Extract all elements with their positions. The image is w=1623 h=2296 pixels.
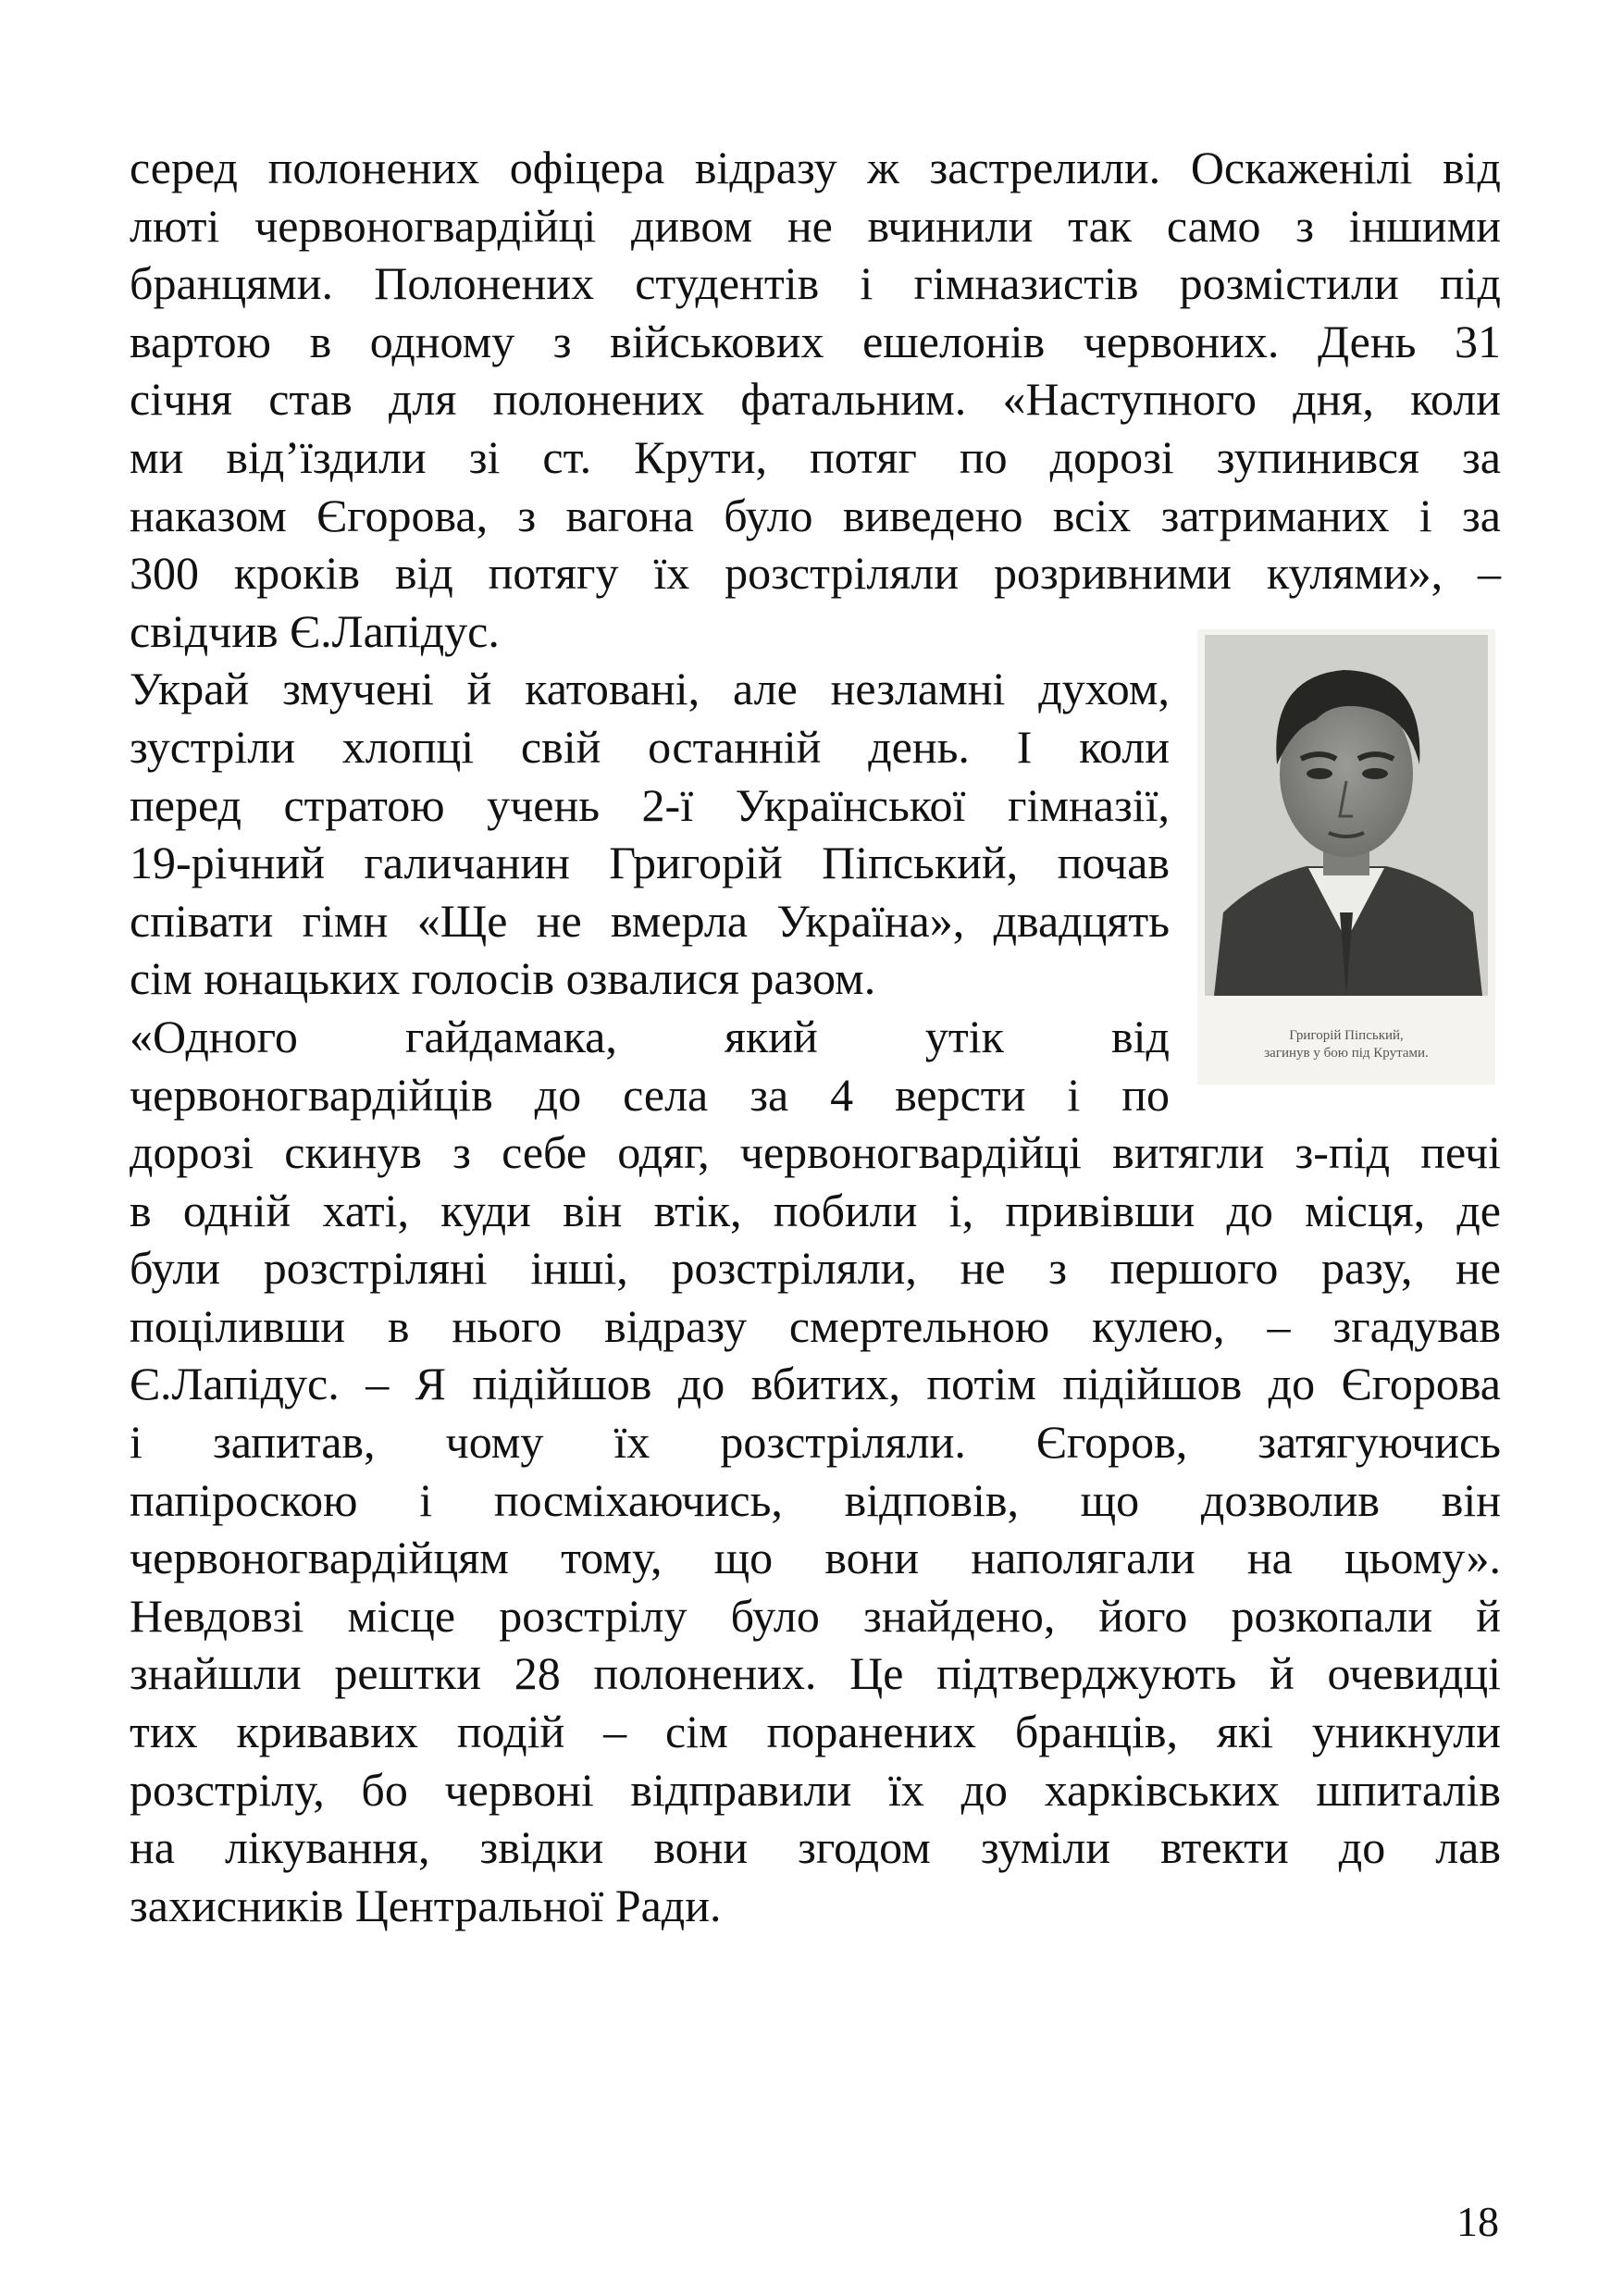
text-line: перед стратою учень 2-ї Української гімназії, <box>130 778 1170 831</box>
text-line: в одній хаті, куди він втік, побили і, привівши до місця, де <box>130 1184 1501 1236</box>
text-line: Невдовзі місце розстрілу було знайдено, його розкопали й <box>130 1589 1501 1642</box>
text-line: тих кривавих подій – сім поранених бранців, які уникнули <box>130 1706 1501 1758</box>
text-line: бранцями. Полонених студентів і гімназистів розмістили під <box>130 257 1501 310</box>
page-number: 18 <box>1456 2198 1499 2245</box>
text-line: вартою в одному з військових ешелонів червоних. День 31 <box>130 315 1501 367</box>
text-line: серед полонених офіцера відразу ж застрелили. Оскаженілі від <box>130 142 1501 193</box>
text-line: січня став для полонених фатальним. «Наступного дня, коли <box>130 373 1501 426</box>
text-line: дорозі скинув з себе одяг, червоногвардійці витягли з-під печі <box>130 1126 1501 1179</box>
text-line: були розстріляні інші, розстріляли, не з першого разу, не <box>130 1242 1501 1295</box>
text-line: 19-річний галичанин Григорій Піпський, почав <box>130 837 1170 889</box>
text-line: співати гімн «Ще не вмерла Україна», двадцять <box>130 894 1170 947</box>
text-line: зустріли хлопці свій останній день. І коли <box>130 720 1170 773</box>
portrait-figure <box>1197 629 1495 1085</box>
portrait-illustration <box>1205 635 1488 996</box>
caption-line: Григорій Піпський, <box>1289 1028 1404 1043</box>
portrait-caption <box>1197 1027 1495 1062</box>
portrait-photo <box>1205 635 1488 996</box>
text-line: Украй змучені й катовані, але незламні духом, <box>130 663 1170 715</box>
text-line: розстрілу, бо червоні відправили їх до харківських шпиталів <box>130 1763 1501 1816</box>
text-line: на лікування, звідки вони згодом зуміли втекти до лав <box>130 1821 1501 1874</box>
text-line: 300 кроків від потягу їх розстріляли розривними кулями», – <box>130 547 1501 600</box>
text-line: червоногвардійців до села за 4 версти і по <box>130 1068 1170 1121</box>
text-line: захисників Центральної Ради. <box>130 1879 722 1931</box>
text-line: люті червоногвардійці дивом не вчинили так само з іншими <box>130 199 1501 252</box>
text-line: свідчив Є.Лапідус. <box>130 604 500 657</box>
text-line: поціливши в нього відразу смертельною кулею, – згадував <box>130 1299 1501 1352</box>
text-line: папіроскою і посміхаючись, відповів, що дозволив він <box>130 1473 1501 1526</box>
text-line: ми від’їздили зі ст. Крути, потяг по дорозі зупинився за <box>130 430 1501 483</box>
text-line: червоногвардійцям тому, що вони наполягали на цьому». <box>130 1532 1501 1584</box>
text-line: сім юнацьких голосів озвалися разом. <box>130 952 876 1005</box>
text-line: «Одного гайдамака, який утік від <box>130 1010 1170 1062</box>
text-line: Є.Лапідус. – Я підійшов до вбитих, потім підійшов до Єгорова <box>130 1358 1501 1410</box>
text-line: наказом Єгорова, з вагона було виведено всіх затриманих і за <box>130 489 1501 541</box>
text-line: знайшли рештки 28 полонених. Це підтверджують й очевидці <box>130 1647 1501 1700</box>
text-line: і запитав, чому їх розстріляли. Єгоров, затягуючись <box>130 1416 1501 1469</box>
caption-line: загинув у бою під Крутами. <box>1264 1046 1429 1061</box>
